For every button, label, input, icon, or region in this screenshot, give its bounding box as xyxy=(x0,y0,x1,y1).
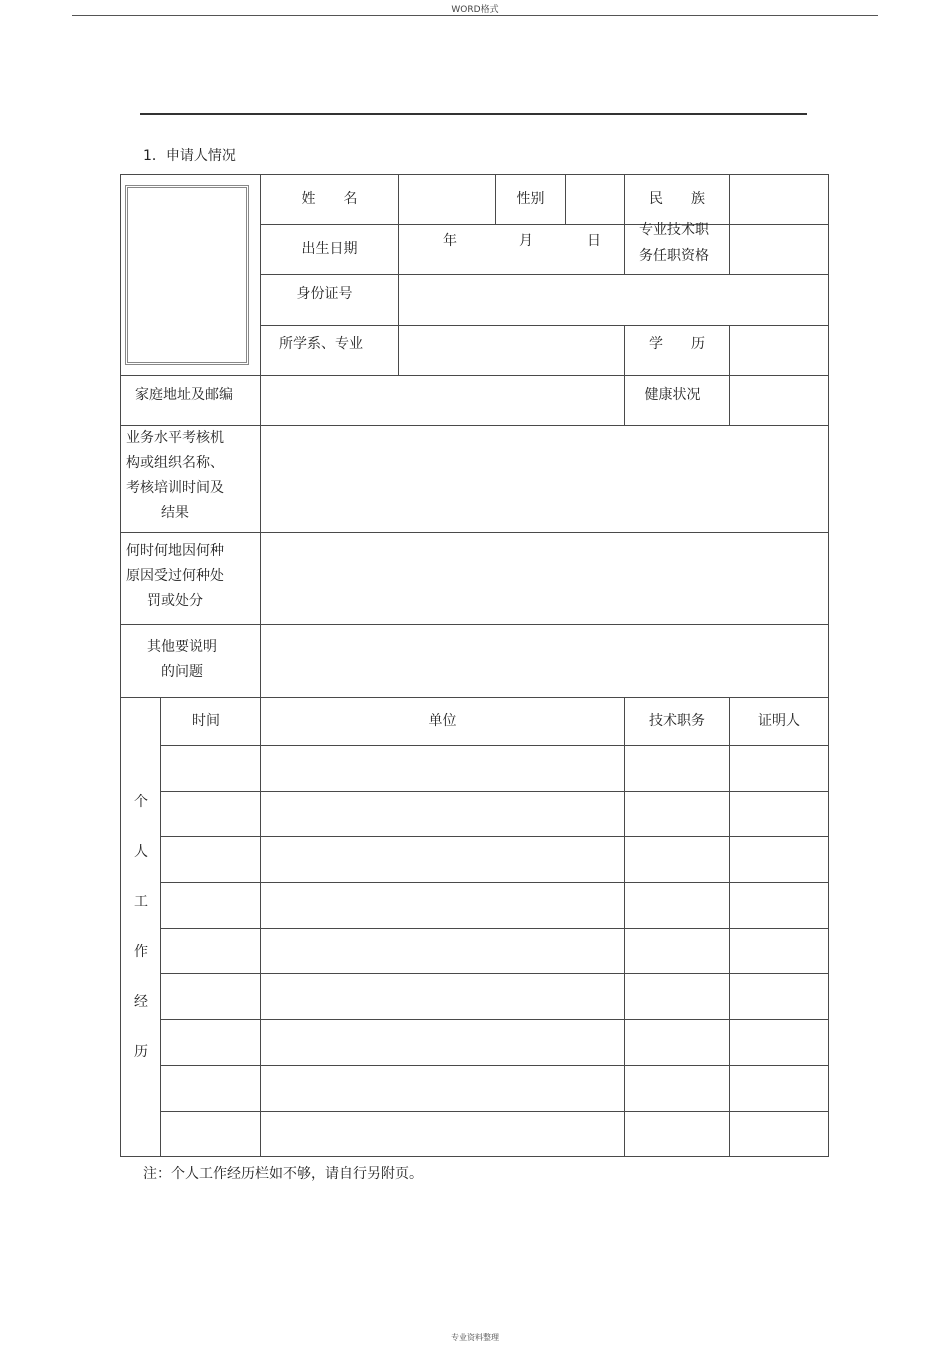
education-label: 学 历 xyxy=(649,336,705,353)
section-title: 1．申请人情况 xyxy=(143,148,236,164)
birth-year-label: 年 xyxy=(443,233,457,250)
grid-line xyxy=(161,791,829,792)
footnote: 注：个人工作经历栏如不够，请自行另附页。 xyxy=(143,1166,423,1182)
birth-month-label: 月 xyxy=(519,233,533,250)
side-char: 人 xyxy=(134,844,148,860)
side-char: 工 xyxy=(134,894,148,910)
grid-line xyxy=(161,1065,829,1066)
other-issues-field[interactable] xyxy=(261,625,828,697)
title-qualification-field[interactable] xyxy=(730,225,828,274)
ethnicity-field[interactable] xyxy=(730,175,828,224)
department-major-label: 所学系、专业 xyxy=(279,336,363,353)
photo-placeholder[interactable] xyxy=(125,185,249,365)
name-field[interactable] xyxy=(399,175,495,224)
grid-line xyxy=(161,1111,829,1112)
grid-line xyxy=(161,882,829,883)
side-char: 经 xyxy=(134,994,148,1010)
health-label: 健康状况 xyxy=(644,387,701,404)
punishment-label: 何时何地因何种原因受过何种处罚或处分 xyxy=(126,542,224,609)
column-header-witness: 证明人 xyxy=(758,712,800,729)
column-header-unit: 单位 xyxy=(428,712,457,729)
side-char: 个 xyxy=(134,794,148,810)
table-border-right xyxy=(828,174,829,1156)
punishment-field[interactable] xyxy=(261,533,828,624)
grid-line xyxy=(161,928,829,929)
birth-date-label: 出生日期 xyxy=(301,240,358,257)
column-header-position: 技术职务 xyxy=(649,712,705,729)
page-header-text: WORD格式 xyxy=(451,5,499,15)
title-qualification-label: 专业技术职务任职资格 xyxy=(639,222,709,264)
health-field[interactable] xyxy=(730,376,828,425)
id-number-field[interactable] xyxy=(399,275,828,325)
id-number-label: 身份证号 xyxy=(296,286,353,303)
education-field[interactable] xyxy=(730,326,828,375)
department-major-field[interactable] xyxy=(399,326,624,375)
table-border-bottom xyxy=(120,1156,829,1157)
gender-field[interactable] xyxy=(566,175,624,224)
gender-label: 性别 xyxy=(516,190,545,207)
grid-line xyxy=(161,745,829,746)
name-label: 姓 名 xyxy=(301,190,358,207)
other-issues-label: 其他要说明的问题 xyxy=(147,639,217,680)
ethnicity-label: 民 族 xyxy=(649,190,705,207)
assessment-field[interactable] xyxy=(261,426,828,532)
page-footer: 专业资料整理 xyxy=(451,1333,499,1342)
assessment-label: 业务水平考核机构或组织名称、考核培训时间及结果 xyxy=(126,430,224,521)
address-field[interactable] xyxy=(261,376,624,425)
side-char: 历 xyxy=(134,1044,148,1060)
column-header-time: 时间 xyxy=(192,712,220,729)
grid-line xyxy=(729,697,730,1156)
grid-line xyxy=(260,697,261,1156)
grid-line xyxy=(161,1019,829,1020)
side-char: 作 xyxy=(134,944,148,960)
birth-day-label: 日 xyxy=(587,233,601,250)
grid-line xyxy=(161,973,829,974)
work-history-side-label xyxy=(121,698,161,1156)
grid-line xyxy=(624,697,625,1156)
address-label: 家庭地址及邮编 xyxy=(135,387,233,404)
grid-line xyxy=(161,836,829,837)
